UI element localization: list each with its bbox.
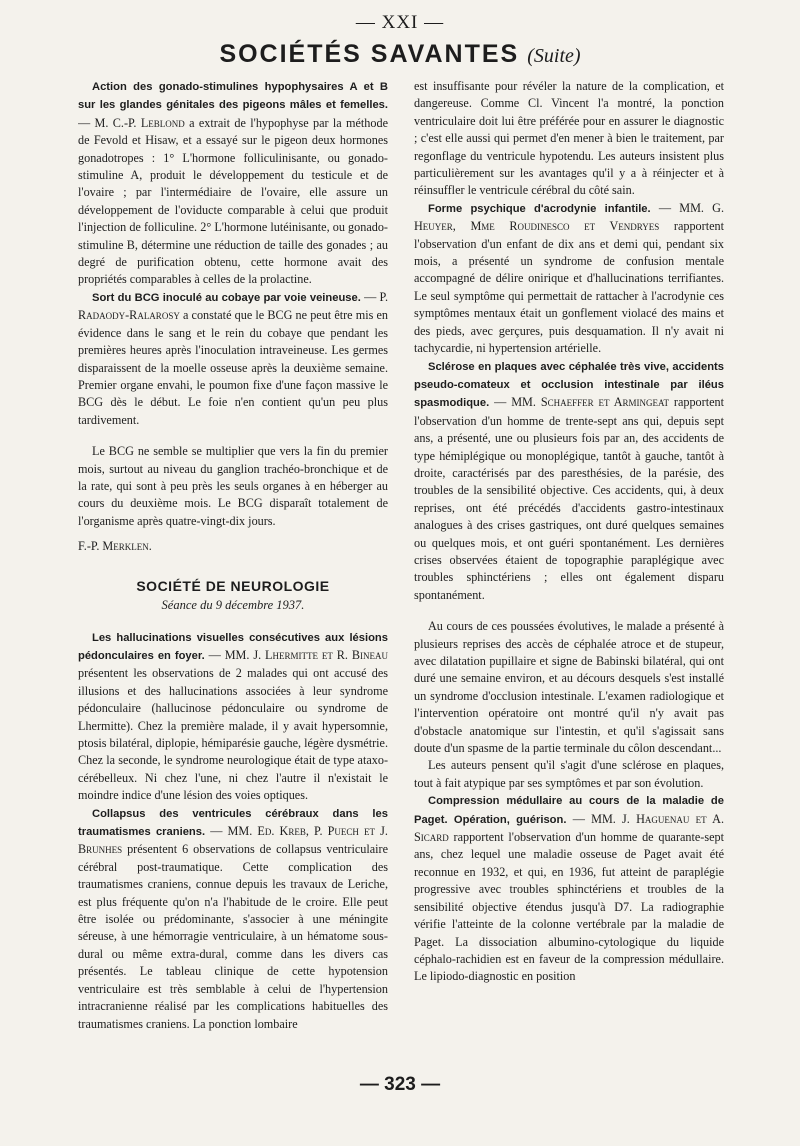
right-column: [414, 78, 724, 1068]
abstract-title: Action des gonado-stimulines hypophysaires A et B sur les glandes génitales des pigeons mâles et femelles.: [78, 81, 388, 112]
abstract-title: Les hallucinations visuelles consécutives aux lésions pédonculaires en foyer.: [78, 631, 388, 662]
abstract-authors: — MM. Schaeffer et Armingeat: [494, 395, 670, 410]
abstract-authors: — M. C.-P. Leblond: [78, 115, 185, 130]
section-header: [0, 40, 800, 69]
dash-separator: —: [360, 289, 380, 304]
abstract-collapsus: [78, 805, 388, 1033]
abstract-hallucinations: [78, 629, 388, 805]
abstract-authors: P. Radaody-Ralarosy: [78, 289, 388, 323]
abstract-authors: — MM. J. Lhermitte et R. Bineau: [208, 647, 388, 662]
abstract-text: présentent 6 observations de collapsus ventriculaire cérébral post-traumatique. Cette complication des traumatismes craniens, connue depuis les travaux de Leriche, est plus fréquente qu'on n'a l'habitude de le croire. Elle peut être isolée ou prédominante, s'associer à une méningite séreuse, à une hémorragie ventriculaire, à un hématome sous-dural ou même extra-dural, comme dans les divers cas présentés. Le tableau clinique de cette hypotension ventriculaire est très semblable à celui de l'hypertension intracranienne réalisé par les complications habituelles des traumatismes craniens. La ponction lombaire: [78, 842, 388, 1031]
session-date: Séance du 9 décembre 1937.: [161, 597, 305, 612]
page-number: — 323 —: [359, 1074, 441, 1095]
abstract-sclerose-continued: Au cours de ces poussées évolutives, le malade a présenté à plusieurs reprises des accès de céphalée atroce et de stupeur, avec dilatation pupillaire et signe de Babinski bilatéral, qui ont duré une semaine environ, et au décours desquels s'est installé un syndrome d'occlusion intestinale. L'examen radiologique et l'intervention opératoire ont montré qu'il n'y avait pas d'obstacle anatomique sur l'intestin, et qu'il s'agissait sans doute d'un spasme de la partie terminale du côlon descendant...: [414, 619, 724, 756]
section-title-suite: (Suite): [527, 45, 581, 67]
abstract-authors: — MM. G. Heuyer, Mme Roudinesco et Vendryes: [414, 200, 724, 234]
abstract-paget: [414, 792, 724, 985]
abstract-sclerose: [414, 358, 724, 605]
abstract-collapsus-continued: est insuffisante pour révéler la nature de la complication, et dangereuse. Comme Cl. Vincent l'a montré, la ponction ventriculaire doit lui être préférée pour en assurer le diagnostic ; c'est elle aussi qui permet d'en mener à bien le traitement, par regonflage du ventricule hypotendu. Les auteurs insistent plus particulièrement sur les avantages qu'il y a à réinjecter et à réinsuffler le ventricule cérébral du côté sain.: [414, 79, 724, 198]
abstract-acrodynie: [414, 200, 724, 358]
abstract-title: Collapsus des ventricules cérébraux dans les traumatismes craniens.: [78, 807, 388, 839]
abstract-text: a constaté que le BCG ne peut être mis en évidence dans le sang et le rein du cobaye que pendant les premières heures après l'inoculation intraveineuse. Les germes disparaissent de la moelle osseuse après la deuxième semaine. Premier organe envahi, le poumon fixe d'une façon massive le BCG dès le début. Le foie n'en contient qu'un peu plus tardivement.: [78, 308, 388, 427]
abstract-text: rapportent l'observation d'un enfant de dix ans et demi qui, pendant six mois, a présenté un syndrome de confusion mentale accompagné de délire onirique et d'hallucinations terrifiantes. Le seul symptôme qui permettait de rattacher à l'acrodynie ces symptômes mentaux était un gonflement violacé des mains et des pieds, avec gerçures, puis desquamation. Il n'y avait ni tachycardie, ni hypertension artérielle.: [414, 219, 724, 356]
two-column-body: [78, 78, 724, 1068]
abstract-text: rapportent l'observation d'un homme de trente-sept ans qui, depuis sept ans, a présenté, une ou plusieurs fois par an, des accidents de type hémiplégique ou monoplégique, tantôt à gauche, tantôt à droite, caractérisés par des paresthésies, de la parésie, des troubles de la sensibilité objective. Ces accidents, qui, à deux reprises, ont été précédés d'accidents gastro-intestinaux analogues à des crises gastriques, ont duré quelques semaines ou quelques mois, et ont guéri spontanément. Les dernières crises observées étaient de topographie paraplégique avec troubles sphinctériens ; elles ont également disparu spontanément.: [414, 395, 724, 602]
abstract-text: a extrait de l'hypophyse par la méthode de Fevold et Hisaw, et a essayé sur le pigeon deux hormones gonadotropes : 1° L'hormone folliculinisante, ou gonado-stimuline A, produit le développement du testicule et de l'ovaire ; par l'intermédiaire de l'ovaire, elle assure un développement de l'oviducte comparable à celui que produit l'injection de folliculine. 2° L'hormone lutéinisante, ou gonado-stimuline B, détermine une réduction de taille des gonades ; au degré de purification obtenu, cette hormone avait des propriétés comparables à celles de la prolactine.: [78, 115, 388, 287]
abstract-title: Sclérose en plaques avec céphalée très vive, accidents pseudo-comateux et occlusion intestinale par iléus spasmodique.: [414, 360, 724, 410]
abstract-title: Compression médullaire au cours de la maladie de Paget. Opération, guérison.: [414, 795, 724, 826]
society-heading: SOCIÉTÉ DE NEUROLOGIE: [136, 577, 330, 594]
abstract-text: rapportent l'observation d'un homme de quarante-sept ans, chez lequel une maladie osseuse de Paget avait été reconnue en 1932, et qui, en 1936, fut atteint de paraplégie progressive avec troubles sphinctériens et troubles de la sensibilité objective étendus jusqu'à D7. La radiographie vérifie l'atteinte de la colonne vertébrale par la maladie de Paget. La dissociation albumino-cytologique du liquide céphalo-rachidien est en faveur de la compression médullaire. Le lipiodo-diagnostic en position: [414, 830, 724, 984]
abstract-bcg-continued: Le BCG ne semble se multiplier que vers la fin du premier mois, surtout au niveau du ganglion trachéo-bronchique et de la rate, qui sont à peu près les seuls organes à en héberger au cours du deuxième mois. Le BCG disparaît totalement de l'organisme après quatre-vingt-dix jours.: [78, 444, 388, 528]
signature: F.-P. Merklen.: [78, 539, 152, 554]
abstract-title: Sort du BCG inoculé au cobaye par voie veineuse.: [92, 291, 361, 304]
abstract-authors: — MM. Ed. Kreb, P. Puech et J. Brunhes: [78, 824, 388, 857]
abstract-text: présentent les observations de 2 malades qui ont accusé des illusions et des hallucinations associées à leur syndrome pédonculaire (hallucinose pédonculaire ou syndrome de Lhermitte). Chez la première malade, il y avait hypersomnie, ptosis bilatéral, diplopie, hémiparésie gauche, légère dysmétrie. Chez la seconde, le syndrome neurologique était de type ataxo-cérébelleux. Ni chez l'une, ni chez l'autre il n'existait le moindre indice d'une lésion des voies optiques.: [78, 666, 388, 803]
section-title: SOCIÉTÉS SAVANTES: [219, 40, 520, 68]
abstract-title: Forme psychique d'acrodynie infantile.: [428, 202, 651, 215]
abstract-gonado-stimulines: [78, 78, 388, 289]
abstract-bcg: [78, 289, 388, 429]
roman-page-number: — XXI —: [355, 12, 445, 33]
abstract-authors: — MM. J. Haguenau et A. Sicard: [414, 811, 724, 845]
left-column: [78, 78, 388, 1068]
abstract-sclerose-conclusion: Les auteurs pensent qu'il s'agit d'une sclérose en plaques, tout à fait atypique par ses symptômes et par son évolution.: [414, 758, 724, 790]
